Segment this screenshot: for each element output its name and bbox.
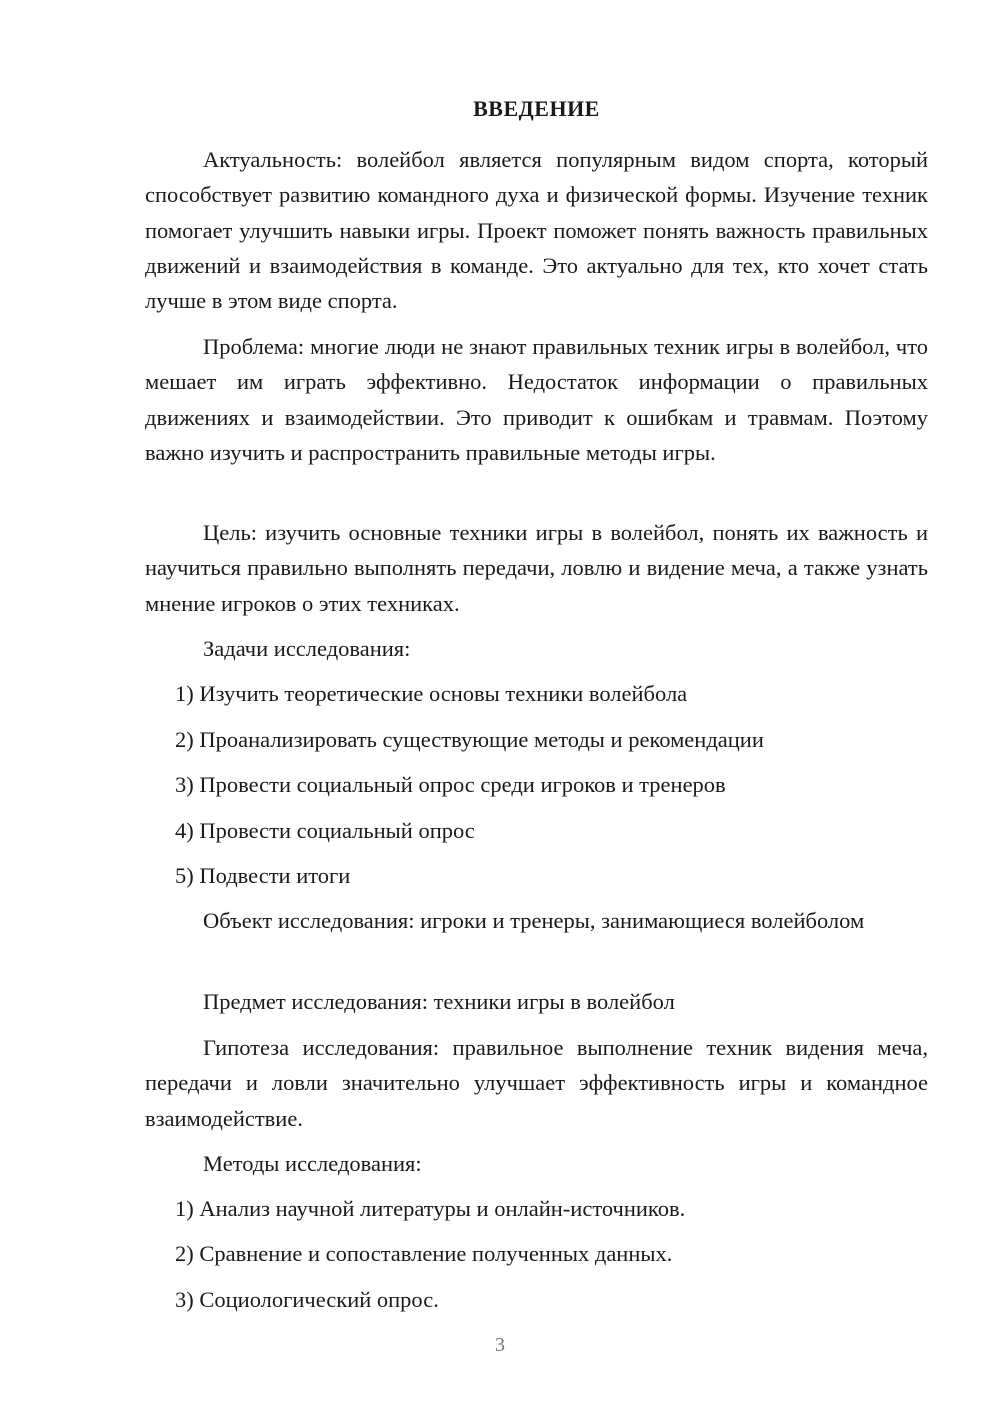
goal-paragraph: Цель: изучить основные техники игры в волейбол, понять их важность и научиться правильно выполнять передачи, ловлю и видение меча, а также узнать мнение игроков о этих техниках. — [145, 520, 928, 616]
task-item: 4) Провести социальный опрос — [175, 818, 475, 843]
method-item: 1) Анализ научной литературы и онлайн-источников. — [175, 1196, 686, 1221]
page-number: 3 — [495, 1334, 505, 1356]
task-item: 5) Подвести итоги — [175, 863, 351, 888]
problem-paragraph: Проблема: многие люди не знают правильных техник игры в волейбол, что мешает им играть эффективно. Недостаток информации о правильных движениях и взаимодействии. Это приводит к ошибкам и травмам. Поэтому важно изучить и распространить правильные методы игры. — [145, 334, 928, 465]
task-item: 1) Изучить теоретические основы техники волейбола — [175, 681, 688, 706]
object-paragraph: Объект исследования: игроки и тренеры, занимающиеся волейболом — [203, 908, 865, 933]
task-item: 3) Провести социальный опрос среди игроков и тренеров — [175, 772, 726, 797]
page-title: ВВЕДЕНИЕ — [473, 96, 600, 121]
methods-heading: Методы исследования: — [203, 1151, 422, 1176]
tasks-heading: Задачи исследования: — [203, 636, 411, 661]
subject-paragraph: Предмет исследования: техники игры в волейбол — [203, 989, 675, 1014]
relevance-paragraph: Актуальность: волейбол является популярным видом спорта, который способствует развитию командного духа и физической формы. Изучение техник помогает улучшить навыки игры. Проект поможет понять важность правильных движений и взаимодействия в команде. Это актуально для тех, кто хочет стать лучше в этом виде спорта. — [145, 147, 928, 314]
document-page — [145, 0, 928, 1414]
hypothesis-paragraph: Гипотеза исследования: правильное выполнение техник видения меча, передачи и ловли значительно улучшает эффективность игры и командное взаимодействие. — [145, 1035, 928, 1131]
method-item: 2) Сравнение и сопоставление полученных данных. — [175, 1241, 673, 1266]
task-item: 2) Проанализировать существующие методы и рекомендации — [175, 727, 764, 752]
method-item: 3) Социологический опрос. — [175, 1287, 439, 1312]
